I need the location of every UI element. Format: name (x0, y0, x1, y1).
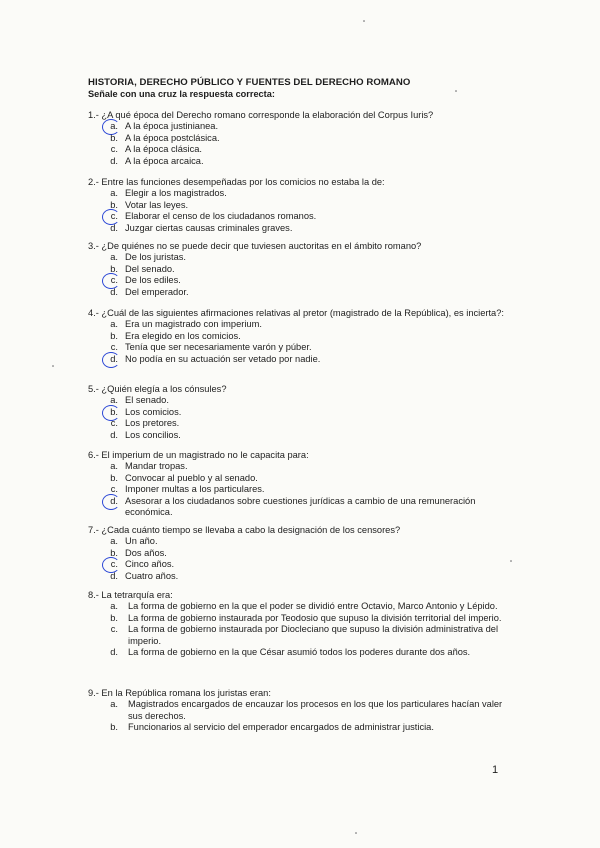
answer-options (88, 536, 508, 582)
option-text: El senado. (125, 395, 169, 406)
option-letter: c. (110, 211, 118, 222)
option-text: A la época justinianea. (125, 121, 219, 132)
option-letter: d. (110, 353, 118, 364)
option-text: A la época postclásica. (125, 132, 220, 143)
option-text: Juzgar ciertas causas criminales graves. (125, 222, 293, 233)
answer-option[interactable] (88, 484, 508, 495)
option-text: De los juristas. (125, 252, 186, 263)
question-text: 5.- ¿Quién elegía a los cónsules? (88, 384, 227, 394)
answer-option[interactable] (88, 319, 508, 330)
option-text: Dos años. (125, 547, 167, 558)
option-text: Magistrados encargados de encauzar los procesos en los que los particulares hacían valer sus derechos. (128, 699, 503, 721)
answer-option[interactable] (88, 647, 508, 658)
answer-option[interactable] (88, 722, 508, 733)
option-letter: b. (110, 722, 118, 733)
answer-option[interactable] (88, 536, 508, 547)
answer-option[interactable] (88, 601, 508, 612)
answer-options (88, 252, 508, 298)
option-letter: c. (110, 418, 118, 429)
option-text: Los comicios. (125, 406, 182, 417)
option-letter: c. (110, 275, 118, 286)
option-letter: a. (110, 395, 118, 406)
option-letter: b. (110, 132, 118, 143)
answer-option[interactable] (88, 275, 508, 286)
option-letter: b. (110, 472, 118, 483)
option-letter: c. (110, 342, 118, 353)
question-text: 1.- ¿A qué época del Derecho romano corresponde la elaboración del Corpus Iuris? (88, 110, 434, 120)
option-letter: b. (110, 612, 118, 623)
option-letter: a. (110, 188, 118, 199)
answer-option[interactable] (88, 430, 508, 441)
answer-option[interactable] (88, 395, 508, 406)
answer-options (88, 461, 508, 518)
answer-option[interactable] (88, 496, 508, 519)
option-text: Votar las leyes. (125, 199, 189, 210)
option-text: Imponer multas a los particulares. (125, 484, 265, 495)
answer-option[interactable] (88, 699, 508, 722)
question-9 (88, 688, 508, 734)
option-letter: d. (110, 570, 118, 581)
answer-option[interactable] (88, 133, 508, 144)
option-text: Los pretores. (125, 418, 180, 429)
scan-speck (510, 560, 512, 562)
option-letter: c. (110, 624, 118, 635)
option-text: De los ediles. (125, 275, 181, 286)
answer-option[interactable] (88, 342, 508, 353)
answer-option[interactable] (88, 407, 508, 418)
option-text: La forma de gobierno instaurada por Teodosio que supuso la división territorial del imperio. (128, 612, 502, 623)
scan-speck (355, 832, 357, 834)
option-text: La forma de gobierno en la que César asumió todos los poderes durante dos años. (128, 647, 471, 658)
question-5 (88, 384, 508, 441)
option-letter: d. (110, 495, 118, 506)
answer-option[interactable] (88, 418, 508, 429)
question-text: 4.- ¿Cuál de las siguientes afirmaciones relativas al pretor (magistrado de la República), es incierta?: (88, 308, 504, 318)
answer-option[interactable] (88, 548, 508, 559)
option-letter: d. (110, 286, 118, 297)
option-letter: d. (110, 429, 118, 440)
answer-option[interactable] (88, 264, 508, 275)
answer-option[interactable] (88, 252, 508, 263)
question-text: 9.- En la República romana los juristas eran: (88, 688, 271, 698)
option-text: Era elegido en los comicios. (125, 330, 241, 341)
answer-option[interactable] (88, 613, 508, 624)
question-text: 2.- Entre las funciones desempeñadas por los comicios no estaba la de: (88, 177, 385, 187)
question-7 (88, 525, 508, 582)
answer-option[interactable] (88, 188, 508, 199)
option-text: Funcionarios al servicio del emperador encargados de administrar justicia. (128, 722, 434, 733)
answer-option[interactable] (88, 144, 508, 155)
scan-speck (363, 20, 365, 22)
option-text: A la época clásica. (125, 144, 203, 155)
scan-speck (52, 365, 54, 367)
answer-option[interactable] (88, 461, 508, 472)
page-number: 1 (492, 764, 499, 776)
option-text: Los concilios. (125, 429, 181, 440)
answer-option[interactable] (88, 571, 508, 582)
answer-option[interactable] (88, 200, 508, 211)
option-letter: b. (110, 547, 118, 558)
option-text: Elaborar el censo de los ciudadanos romanos. (125, 211, 317, 222)
question-8 (88, 590, 508, 658)
answer-option[interactable] (88, 473, 508, 484)
option-letter: a. (110, 252, 118, 263)
option-letter: c. (110, 144, 118, 155)
option-text: Del senado. (125, 263, 175, 274)
option-text: Mandar tropas. (125, 461, 188, 472)
option-text: Cuatro años. (125, 570, 179, 581)
option-text: Un año. (125, 536, 158, 547)
handwritten-circle-mark (102, 494, 120, 510)
option-letter: a. (110, 461, 118, 472)
document-header (88, 77, 410, 99)
answer-option[interactable] (88, 624, 508, 647)
answer-options (88, 188, 508, 234)
question-1 (88, 110, 508, 167)
answer-option[interactable] (88, 354, 508, 365)
option-letter: d. (110, 647, 118, 658)
option-letter: d. (110, 155, 118, 166)
answer-option[interactable] (88, 331, 508, 342)
option-text: Cinco años. (125, 559, 175, 570)
question-text: 8.- La tetrarquía era: (88, 590, 173, 600)
option-text: A la época arcaica. (125, 155, 204, 166)
answer-options (88, 601, 508, 658)
option-letter: d. (110, 222, 118, 233)
question-4 (88, 308, 508, 365)
scan-speck (455, 90, 457, 92)
answer-options (88, 699, 508, 733)
option-letter: c. (110, 484, 118, 495)
option-letter: a. (110, 536, 118, 547)
question-2 (88, 177, 508, 234)
option-text: Asesorar a los ciudadanos sobre cuestiones jurídicas a cambio de una remuneración económica. (125, 495, 476, 518)
answer-option[interactable] (88, 121, 508, 132)
question-text: 6.- El imperium de un magistrado no le capacita para: (88, 450, 309, 460)
question-text: 7.- ¿Cada cuánto tiempo se llevaba a cabo la designación de los censores? (88, 525, 401, 535)
option-letter: b. (110, 330, 118, 341)
option-text: Del emperador. (125, 286, 189, 297)
handwritten-circle-mark (102, 352, 120, 368)
option-letter: b. (110, 406, 118, 417)
option-letter: a. (110, 319, 118, 330)
option-text: No podía en su actuación ser vetado por nadie. (125, 353, 321, 364)
option-text: Elegir a los magistrados. (125, 188, 227, 199)
answer-option[interactable] (88, 211, 508, 222)
answer-options (88, 121, 508, 167)
option-text: Era un magistrado con imperium. (125, 319, 262, 330)
instructions: Señale con una cruz la respuesta correcta: (88, 89, 275, 99)
option-text: La forma de gobierno en la que el poder se dividió entre Octavio, Marco Antonio y Lépido. (128, 601, 498, 612)
answer-option[interactable] (88, 559, 508, 570)
option-letter: a. (110, 601, 118, 612)
option-text: La forma de gobierno instaurada por Diocleciano que supuso la división administrativa del imperio. (128, 624, 499, 646)
answer-option[interactable] (88, 223, 508, 234)
option-text: Convocar al pueblo y al senado. (125, 472, 258, 483)
question-text: 3.- ¿De quiénes no se puede decir que tuviesen auctoritas en el ámbito romano? (88, 241, 422, 251)
option-letter: a. (110, 121, 118, 132)
answer-option[interactable] (88, 156, 508, 167)
document-title: HISTORIA, DERECHO PÚBLICO Y FUENTES DEL DERECHO ROMANO (88, 77, 411, 88)
option-letter: b. (110, 199, 118, 210)
option-letter: b. (110, 263, 118, 274)
question-6 (88, 450, 508, 518)
option-text: Tenía que ser necesariamente varón y púber. (125, 342, 312, 353)
answer-option[interactable] (88, 287, 508, 298)
question-3 (88, 241, 508, 298)
answer-options (88, 319, 508, 365)
option-letter: a. (110, 699, 118, 710)
option-letter: c. (110, 559, 118, 570)
answer-options (88, 395, 508, 441)
